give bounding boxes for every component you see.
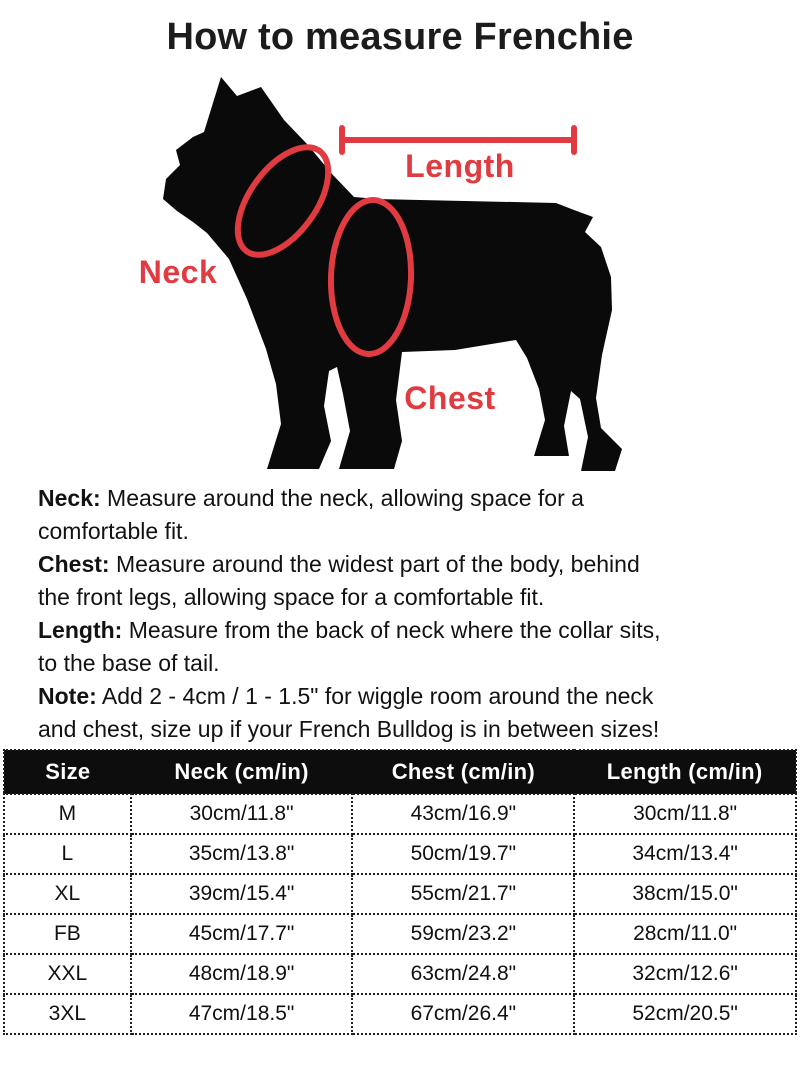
cell-length: 52cm/20.5" bbox=[574, 994, 796, 1034]
note-instruction-label: Note: bbox=[38, 683, 97, 709]
note-instruction: Note: Add 2 - 4cm / 1 - 1.5" for wiggle room around the neck and chest, size up if your French Bulldog is in between sizes! bbox=[38, 683, 660, 742]
table-row-xxl bbox=[4, 954, 796, 994]
cell-length: 32cm/12.6" bbox=[574, 954, 796, 994]
table-row-3xl bbox=[4, 994, 796, 1034]
neck-instruction-label: Neck: bbox=[38, 485, 101, 511]
cell-neck: 48cm/18.9" bbox=[131, 954, 353, 994]
length-label: Length bbox=[405, 148, 515, 184]
neck-instruction: Neck: Measure around the neck, allowing space for a comfortable fit. bbox=[38, 485, 584, 544]
table-row-m bbox=[4, 794, 796, 834]
cell-size: XXL bbox=[4, 954, 131, 994]
table-row-xl bbox=[4, 874, 796, 914]
cell-length: 38cm/15.0" bbox=[574, 874, 796, 914]
cell-size: FB bbox=[4, 914, 131, 954]
column-header-chest: Chest (cm/in) bbox=[352, 750, 574, 794]
neck-label: Neck bbox=[138, 254, 218, 290]
chest-label: Chest bbox=[404, 380, 496, 416]
cell-chest: 43cm/16.9" bbox=[352, 794, 574, 834]
length-instruction: Length: Measure from the back of neck where the collar sits, to the base of tail. bbox=[38, 617, 661, 676]
table-row-fb bbox=[4, 914, 796, 954]
size-chart-body bbox=[4, 794, 796, 1034]
column-header-size: Size bbox=[4, 750, 131, 794]
cell-length: 34cm/13.4" bbox=[574, 834, 796, 874]
cell-chest: 59cm/23.2" bbox=[352, 914, 574, 954]
column-header-length: Length (cm/in) bbox=[574, 750, 796, 794]
cell-size: XL bbox=[4, 874, 131, 914]
cell-size: M bbox=[4, 794, 131, 834]
cell-size: 3XL bbox=[4, 994, 131, 1034]
cell-length: 30cm/11.8" bbox=[574, 794, 796, 834]
cell-neck: 39cm/15.4" bbox=[131, 874, 353, 914]
cell-chest: 63cm/24.8" bbox=[352, 954, 574, 994]
column-header-neck: Neck (cm/in) bbox=[131, 750, 353, 794]
size-chart-table bbox=[3, 749, 797, 1035]
measurement-diagram bbox=[0, 60, 800, 480]
cell-size: L bbox=[4, 834, 131, 874]
chest-instruction: Chest: Measure around the widest part of the body, behind the front legs, allowing space for a comfortable fit. bbox=[38, 551, 640, 610]
cell-neck: 45cm/17.7" bbox=[131, 914, 353, 954]
cell-chest: 55cm/21.7" bbox=[352, 874, 574, 914]
length-instruction-label: Length: bbox=[38, 617, 123, 643]
table-row-l bbox=[4, 834, 796, 874]
cell-chest: 50cm/19.7" bbox=[352, 834, 574, 874]
measurement-instructions bbox=[0, 480, 800, 746]
cell-chest: 67cm/26.4" bbox=[352, 994, 574, 1034]
size-guide-page bbox=[0, 14, 800, 1074]
cell-neck: 47cm/18.5" bbox=[131, 994, 353, 1034]
size-chart-header bbox=[4, 750, 796, 794]
cell-neck: 35cm/13.8" bbox=[131, 834, 353, 874]
header-row bbox=[4, 750, 796, 794]
chest-instruction-label: Chest: bbox=[38, 551, 110, 577]
cell-length: 28cm/11.0" bbox=[574, 914, 796, 954]
page-title: How to measure Frenchie bbox=[166, 16, 634, 58]
cell-neck: 30cm/11.8" bbox=[131, 794, 353, 834]
